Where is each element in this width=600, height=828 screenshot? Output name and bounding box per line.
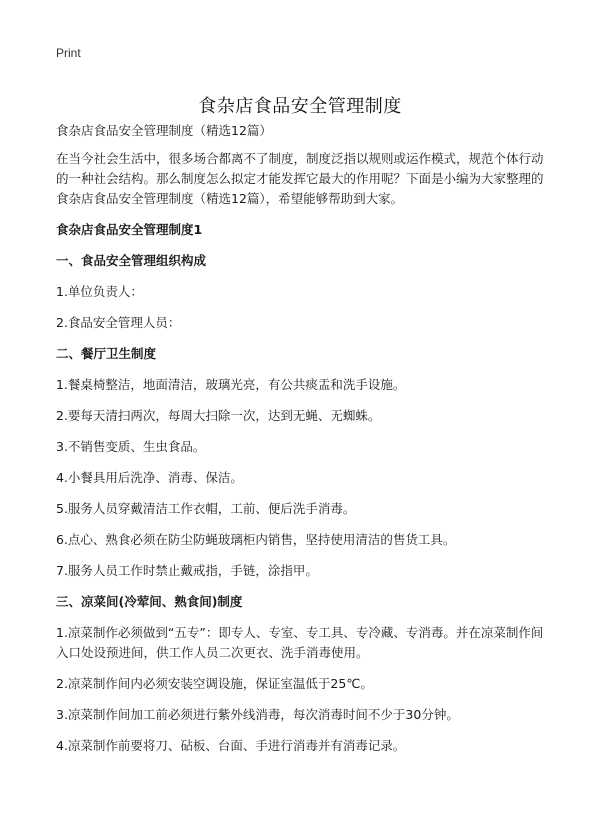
print-label[interactable]: Print (56, 46, 81, 60)
list-item: 3.不销售变质、生虫食品。 (56, 439, 206, 454)
list-item: 7.服务人员工作时禁止戴戒指，手链，涂指甲。 (56, 563, 318, 578)
document-body (56, 121, 552, 767)
list-item: 5.服务人员穿戴清洁工作衣帽，工前、便后洗手消毒。 (56, 501, 356, 516)
article-heading: 食杂店食品安全管理制度1 (56, 222, 203, 237)
list-item: 4.凉菜制作前要将刀、砧板、台面、手进行消毒并有消毒记录。 (56, 738, 406, 753)
intro-paragraph: 在当今社会生活中，很多场合都离不了制度，制度泛指以规则或运作模式，规范个体行动的一种社会结构。那么制度怎么拟定才能发挥它最大的作用呢？下面是小编为大家整理的食杂店食品安全管理制度（精选12篇），希望能够帮助到大家。 (56, 151, 544, 206)
section-heading: 一、食品安全管理组织构成 (56, 253, 207, 268)
document-title: 食杂店食品安全管理制度 (198, 96, 402, 118)
section-heading: 二、餐厅卫生制度 (56, 346, 157, 361)
list-item: 1.凉菜制作必须做到“五专”：即专人、专室、专工具、专冷藏、专消毒。并在凉菜制作间入口处设预进间，供工作人员二次更衣、洗手消毒使用。 (56, 625, 544, 660)
list-item: 1.单位负责人： (56, 284, 143, 299)
list-item: 4.小餐具用后洗净、消毒、保洁。 (56, 470, 243, 485)
list-item: 2.食品安全管理人员： (56, 315, 181, 330)
list-item: 6.点心、熟食必须在防尘防蝇玻璃柜内销售，坚持使用清洁的售货工具。 (56, 532, 456, 547)
section-heading: 三、凉菜间(冷荤间、熟食间)制度 (56, 594, 243, 609)
list-item: 1.餐桌椅整洁，地面清洁，玻璃光亮，有公共痰盂和洗手设施。 (56, 377, 406, 392)
document-subtitle: 食杂店食品安全管理制度（精选12篇） (56, 123, 272, 138)
list-item: 2.凉菜制作间内必须安装空调设施，保证室温低于25℃。 (56, 676, 373, 691)
list-item: 2.要每天清扫两次，每周大扫除一次，达到无蝇、无蜘蛛。 (56, 408, 381, 423)
list-item: 3.凉菜制作间加工前必须进行紫外线消毒，每次消毒时间不少于30分钟。 (56, 707, 459, 722)
